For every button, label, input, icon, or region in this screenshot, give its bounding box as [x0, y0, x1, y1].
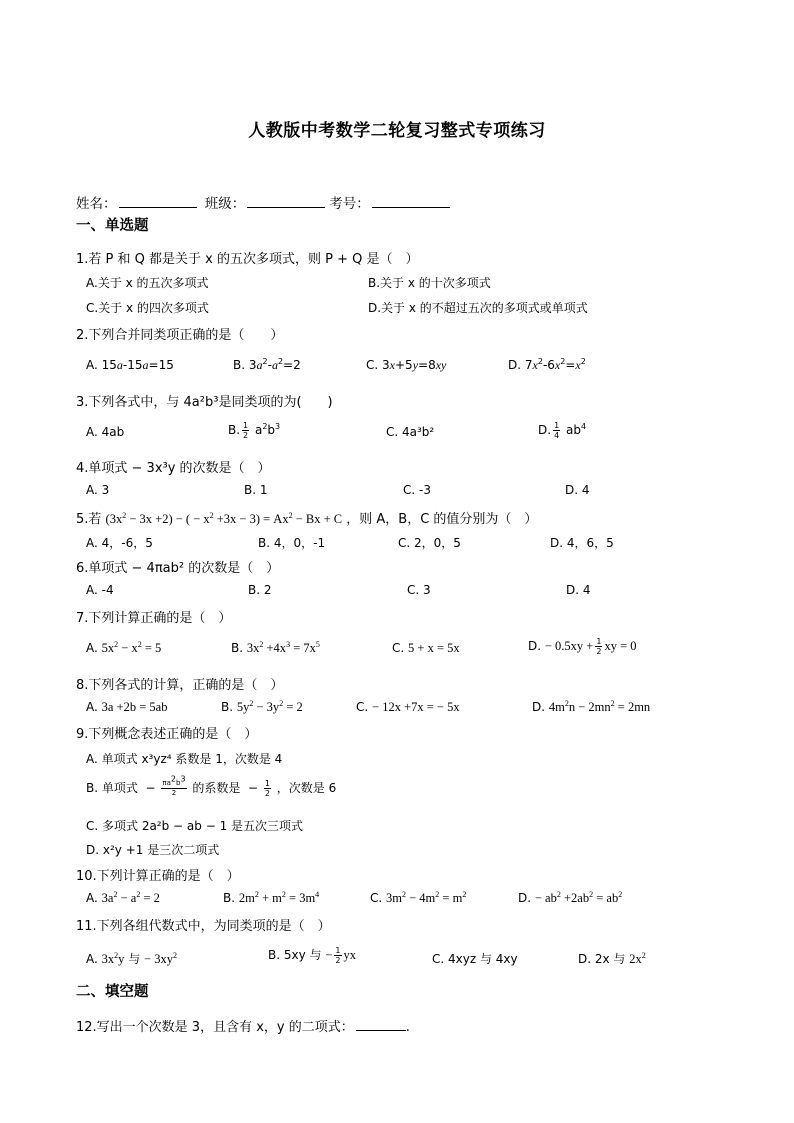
q2-option-b[interactable]: B. $3a^2-a^2=2$	[233, 357, 301, 372]
class-blank[interactable]	[247, 195, 325, 208]
question-12: 12.写出一个次数是 3，且含有 x，y 的二项式： .	[76, 1020, 410, 1035]
q3-option-a[interactable]: A. 4ab	[86, 425, 125, 439]
q11-option-d[interactable]: D. 2x 与 $2x^2$	[578, 950, 646, 966]
option-label: A.	[86, 358, 98, 372]
q3-option-d[interactable]: D. $\frac{1}{4}$ $ab^4$	[538, 421, 587, 440]
q8-option-c[interactable]: C. − 12x +7x = − 5x	[356, 700, 460, 714]
option-label: B.	[233, 358, 246, 372]
q12-stem: 12.写出一个次数是 3，且含有 x，y 的二项式：	[76, 1020, 354, 1035]
student-info-line	[76, 192, 454, 212]
name-blank[interactable]	[119, 195, 197, 208]
q8-option-d[interactable]: D. $4m^2n - 2mn^2 = 2mn$	[532, 698, 651, 714]
question-4: 4.单项式 − 3x³y 的次数是（ ）	[76, 461, 271, 476]
question-2: 2.下列合并同类项正确的是（ ）	[76, 328, 284, 343]
q2-option-d[interactable]: D. $7x^2-6x^2=x^2$	[508, 357, 586, 372]
q7-option-a[interactable]: A. $5x^2 - x^2 = 5$	[86, 639, 162, 655]
q9-option-b[interactable]: B. 单项式 − $\frac{\pi a^2b^3}{2}$ 的系数是 − $\frac{1}{2}$ ，次数是 6	[86, 774, 337, 798]
q9-option-d[interactable]: D. x²y +1 是三次二项式	[86, 843, 220, 857]
question-10: 10.下列计算正确的是（ ）	[76, 869, 240, 884]
option-label: D.	[508, 358, 522, 372]
q9-option-a[interactable]: A. 单项式 x³yz⁴ 系数是 1，次数是 4	[86, 752, 283, 766]
q6-option-c[interactable]: C. 3	[407, 583, 431, 597]
question-6: 6.单项式 − 4πab² 的次数是（ ）	[76, 561, 280, 576]
question-3: 3.下列各式中，与 4a²b³是同类项的为( )	[76, 395, 333, 410]
question-9: 9.下列概念表述正确的是（ ）	[76, 727, 258, 742]
option-label: B.	[228, 423, 241, 437]
question-7: 7.下列计算正确的是（ ）	[76, 611, 232, 626]
q1-option-b[interactable]: B.关于 x 的十次多项式	[368, 276, 491, 290]
question-8: 8.下列各式的计算，正确的是（ ）	[76, 678, 284, 693]
q3-option-c[interactable]: C. 4a³b²	[386, 425, 435, 439]
q10-option-c[interactable]: C. $3m^2 - 4m^2 = m^2$	[370, 889, 467, 905]
q1-option-a[interactable]: A.关于 x 的五次多项式	[86, 276, 209, 290]
q7-option-b[interactable]: B. $3x^2 +4x^3 = 7x^5$	[231, 639, 320, 655]
option-label: C.	[366, 358, 379, 372]
q4-option-b[interactable]: B. 1	[244, 483, 268, 497]
q8-option-a[interactable]: A. 3a +2b = 5ab	[86, 700, 168, 714]
section-single-choice: 一、单选题	[76, 218, 149, 234]
q7-option-c[interactable]: C. 5 + x = 5x	[392, 641, 460, 655]
q6-option-d[interactable]: D. 4	[566, 583, 591, 597]
q9-b-prefix: B. 单项式	[86, 781, 138, 795]
q5-option-b[interactable]: B. 4，0，-1	[258, 536, 326, 550]
name-label: 姓名：	[76, 196, 117, 212]
q9-b-suffix: ，次数是 6	[276, 781, 337, 795]
q10-option-d[interactable]: D. − $ab^2 +2ab^2 = ab^2$	[518, 889, 623, 905]
q2-option-a[interactable]: A. 15a-15a=15	[86, 358, 174, 372]
q6-option-b[interactable]: B. 2	[248, 583, 272, 597]
q1-option-c[interactable]: C.关于 x 的四次多项式	[86, 301, 209, 315]
q9-option-c[interactable]: C. 多项式 2a²b − ab − 1 是五次三项式	[86, 819, 304, 833]
q10-option-b[interactable]: B. $2m^2 + m^2 = 3m^4$	[223, 889, 320, 905]
exam-number-blank[interactable]	[372, 195, 450, 208]
question-5: 5.若 $(3x^2 - 3x +2)$ − ( − $x^2 +3x - 3) = Ax^2 - Bx + C$ ，则 A，B，C 的值分别为（ ）	[76, 510, 538, 527]
q12-answer-blank[interactable]	[356, 1019, 406, 1031]
option-label: D.	[538, 423, 552, 437]
q2-option-c[interactable]: C. 3x+5y=8xy	[366, 358, 447, 372]
q11-option-a[interactable]: A. $3x^2y$ 与 − $3xy^2$	[86, 950, 177, 966]
q11-option-b[interactable]: B. 5xy 与 − $\frac{1}{2}$ yx	[268, 946, 356, 965]
q11-option-c[interactable]: C. 4xyz 与 4xy	[432, 952, 518, 966]
q4-option-c[interactable]: C. -3	[403, 483, 431, 497]
q8-option-b[interactable]: B. $5y^2 - 3y^2 = 2$	[221, 698, 303, 714]
class-label: 班级：	[204, 196, 246, 212]
q5-option-c[interactable]: C. 2，0，5	[398, 536, 461, 550]
q1-option-d[interactable]: D.关于 x 的不超过五次的多项式或单项式	[368, 301, 588, 315]
q5-option-a[interactable]: A. 4，-6，5	[86, 536, 153, 550]
q5-option-d[interactable]: D. 4，6，5	[550, 536, 614, 550]
q10-option-a[interactable]: A. $3a^2 - a^2 = 2$	[86, 889, 160, 905]
q5-stem-tail: ，则 A，B，C 的值分别为（ ）	[346, 512, 538, 527]
exam-number-label: 考号：	[329, 196, 370, 212]
q3-option-b[interactable]: B. $\frac{1}{2}$ $a^2b^3$	[228, 421, 281, 440]
question-11: 11.下列各组代数式中，为同类项的是（ ）	[76, 919, 331, 934]
q4-option-d[interactable]: D. 4	[565, 483, 590, 497]
q9-b-mid: 的系数是	[192, 781, 241, 795]
question-1: 1.若 P 和 Q 都是关于 x 的五次多项式，则 P + Q 是（ ）	[76, 252, 419, 267]
q4-option-a[interactable]: A. 3	[86, 483, 110, 497]
section-fill-blank: 二、填空题	[76, 984, 149, 1000]
q7-option-d[interactable]: D. − 0.5xy + $\frac{1}{2}$ xy = 0	[528, 637, 637, 656]
page-title: 人教版中考数学二轮复习整式专项练习	[248, 121, 546, 141]
q6-option-a[interactable]: A. -4	[86, 583, 114, 597]
